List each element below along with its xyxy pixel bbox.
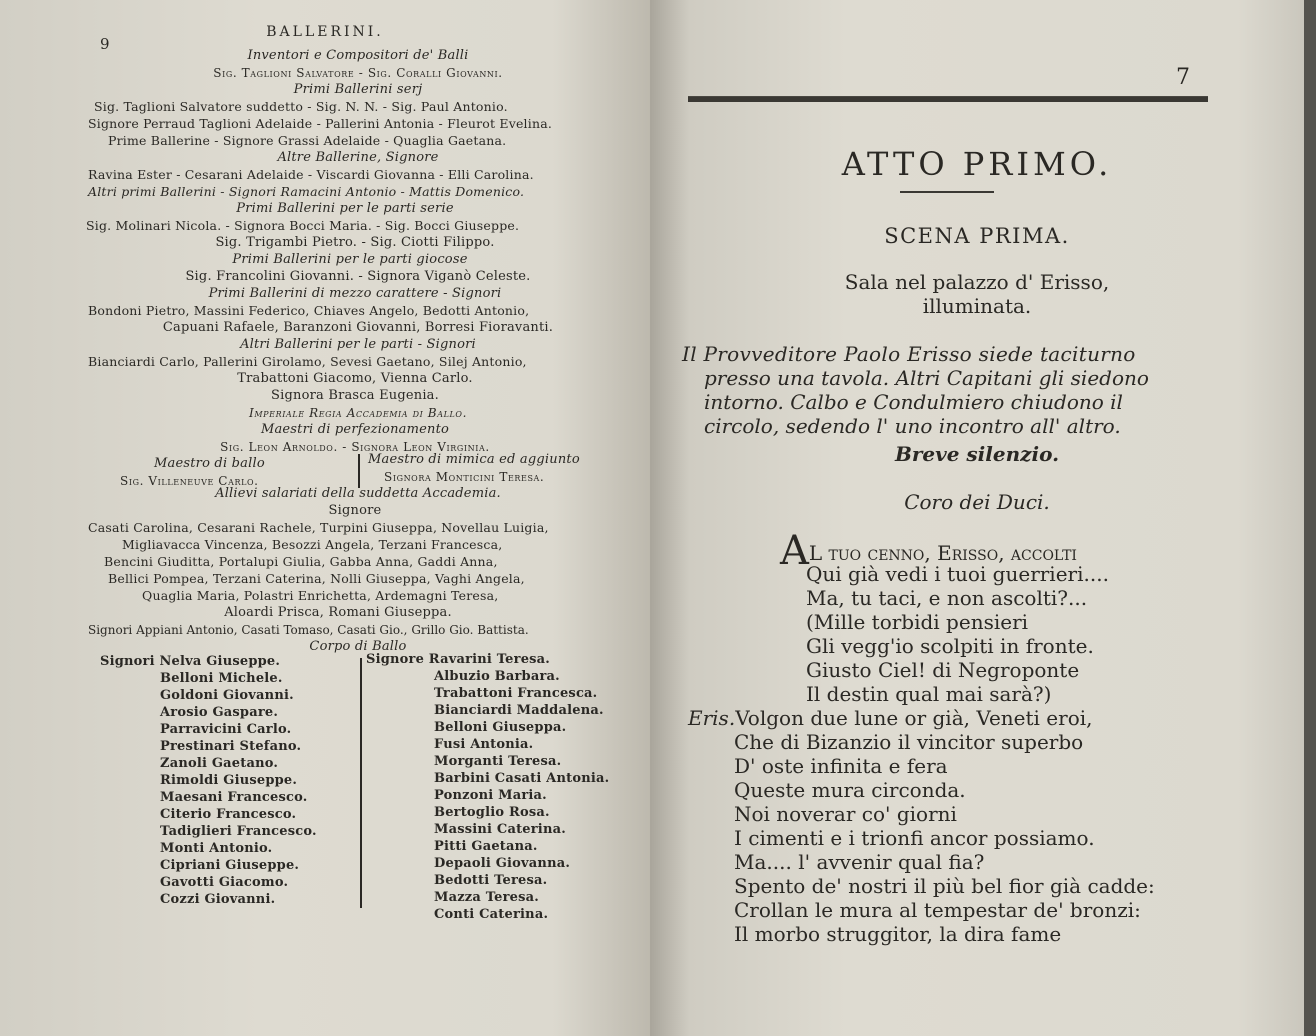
text-line: Signore Perraud Taglioni Adelaide - Pallerini Antonia - Fleurot Evelina.: [88, 116, 553, 131]
text-line: Bellici Pompea, Terzani Caterina, Nolli Giuseppa, Vaghi Angela,: [108, 571, 525, 586]
scene-title: SCENA PRIMA.: [884, 224, 1070, 248]
text-line: Signora Monticini Teresa.: [384, 470, 545, 484]
text-line: Signori Appiani Antonio, Casati Tomaso, Casati Gio., Grillo Gio. Battista.: [88, 623, 529, 637]
text-line: Allievi salariati della suddetta Accademia.: [215, 486, 501, 501]
running-head: BALLERINI.: [266, 24, 384, 40]
verse-line-rest: L tuo cenno, Erisso, accolti: [808, 541, 1077, 565]
text-line: Primi Ballerini serj: [293, 82, 423, 97]
text-line: Bondoni Pietro, Massini Federico, Chiaves Angelo, Bedotti Antonio,: [88, 303, 530, 318]
stage-direction: intorno. Calbo e Condulmiero chiudono il: [704, 390, 1123, 414]
name-entry: Bianciardi Maddalena.: [434, 703, 604, 718]
verse-line: Ma, tu taci, e non ascolti?...: [806, 586, 1088, 610]
name-entry: Bedotti Teresa.: [434, 873, 548, 888]
text-line: Primi Ballerini per le parti giocose: [232, 252, 468, 267]
name-entry: Arosio Gaspare.: [160, 705, 279, 720]
name-entry: Fusi Antonia.: [434, 737, 534, 752]
name-entry: Belloni Michele.: [160, 671, 283, 686]
header-rule: [688, 96, 1208, 102]
text-line: Trabattoni Giacomo, Vienna Carlo.: [237, 371, 473, 386]
name-entry: Cipriani Giuseppe.: [160, 858, 300, 873]
speech-line-first: [688, 706, 1092, 730]
speech-line: Noi noverar co' giorni: [734, 802, 957, 826]
text-line: Altri Ballerini per le parti - Signori: [240, 337, 476, 352]
speech-line: Queste mura circonda.: [734, 778, 966, 802]
text-line: Sig. Leon Arnoldo. - Signora Leon Virginia.: [220, 440, 490, 454]
text-line: Quaglia Maria, Polastri Enrichetta, Ardemagni Teresa,: [142, 588, 499, 603]
speech-line: Crollan le mura al tempestar de' bronzi:: [734, 898, 1141, 922]
text-line: Sig. Villeneuve Carlo.: [120, 474, 259, 488]
page-number-left: 9: [100, 35, 110, 53]
stage-direction: presso una tavola. Altri Capitani gli siedono: [704, 366, 1149, 390]
text-line: Maestri di perfezionamento: [260, 422, 450, 437]
name-entry: Gavotti Giacomo.: [160, 875, 289, 890]
text-line: Primi Ballerini per le parti serie: [236, 201, 454, 216]
left-page: [0, 0, 650, 1036]
verse-line: (Mille torbidi pensieri: [806, 610, 1029, 634]
name-entry: Zanoli Gaetano.: [160, 756, 279, 771]
verse-line: Il destin qual mai sarà?): [806, 682, 1052, 706]
name-entry: Parravicini Carlo.: [160, 722, 292, 737]
column-divider: [360, 658, 362, 908]
book-edge: [1304, 0, 1316, 1036]
verse-line: Qui già vedi i tuoi guerrieri....: [806, 562, 1109, 586]
name-entry: Ponzoni Maria.: [434, 788, 547, 803]
text-line: Aloardi Prisca, Romani Giuseppa.: [224, 605, 452, 620]
speech-line: Spento de' nostri il più bel fior già cadde:: [734, 874, 1155, 898]
chorus-heading: Coro dei Duci.: [904, 490, 1050, 514]
speaker-name: Eris.: [688, 706, 736, 730]
text-line: Maestro di mimica ed aggiunto: [368, 452, 580, 467]
text-line: Sig. Taglioni Salvatore - Sig. Coralli Giovanni.: [213, 66, 503, 80]
speech-line: Ma.... l' avvenir qual fia?: [734, 850, 985, 874]
text-line: Sig. Francolini Giovanni. - Signora Viganò Celeste.: [185, 269, 531, 284]
name-entry: Conti Caterina.: [434, 907, 549, 922]
name-entry: Mazza Teresa.: [434, 890, 539, 905]
name-entry: Trabattoni Francesca.: [434, 686, 598, 701]
name-entry: Prestinari Stefano.: [160, 739, 302, 754]
name-entry: Maesani Francesco.: [160, 790, 308, 805]
name-entry: Massini Caterina.: [434, 822, 566, 837]
stage-direction: Il Provveditore Paolo Erisso siede taciturno: [682, 342, 1136, 366]
text-line: Primi Ballerini di mezzo carattere - Signori: [208, 286, 502, 301]
name-entry: Monti Antonio.: [160, 841, 273, 856]
verse-line: Gli vegg'io scolpiti in fronte.: [806, 634, 1094, 658]
drop-cap: A: [780, 528, 809, 574]
page-number-right: 7: [1176, 65, 1190, 90]
name-entry: Tadiglieri Francesco.: [160, 824, 317, 839]
verse-line: Giusto Ciel! di Negroponte: [806, 658, 1080, 682]
text-line: Capuani Rafaele, Baranzoni Giovanni, Borresi Fioravanti.: [162, 320, 554, 335]
stage-direction: circolo, sedendo l' uno incontro all' altro.: [704, 414, 1121, 438]
text-line: Sig. Taglioni Salvatore suddetto - Sig. N. N. - Sig. Paul Antonio.: [94, 99, 508, 114]
text-line: Maestro di ballo: [154, 456, 265, 471]
text-line: Casati Carolina, Cesarani Rachele, Turpini Giuseppa, Novellau Luigia,: [88, 520, 549, 535]
right-page: [650, 0, 1304, 1036]
stage-direction: Breve silenzio.: [894, 442, 1060, 466]
setting-line: Sala nel palazzo d' Erisso,: [844, 270, 1110, 294]
speech-line: Che di Bizanzio il vincitor superbo: [734, 730, 1084, 754]
name-entry: Albuzio Barbara.: [434, 669, 560, 684]
text-line: Corpo di Ballo: [309, 639, 407, 654]
name-entry: Signore Ravarini Teresa.: [366, 652, 551, 667]
text-line: Signora Brasca Eugenia.: [271, 388, 439, 403]
text-line: Inventori e Compositori de' Balli: [247, 48, 469, 63]
text-line: Bianciardi Carlo, Pallerini Girolamo, Sevesi Gaetano, Silej Antonio,: [88, 354, 527, 369]
name-entry: Cozzi Giovanni.: [160, 892, 276, 907]
setting-line: illuminata.: [922, 294, 1032, 318]
text-line: Sig. Trigambi Pietro. - Sig. Ciotti Filippo.: [215, 235, 495, 250]
text-line: Prime Ballerine - Signore Grassi Adelaide - Quaglia Gaetana.: [108, 133, 507, 148]
speech-line: D' oste infinita e fera: [734, 754, 948, 778]
speech-text: Volgon due lune or già, Veneti eroi,: [735, 706, 1093, 730]
name-entry: Bertoglio Rosa.: [434, 805, 550, 820]
text-line: Signore: [328, 503, 382, 518]
column-divider: [358, 454, 360, 488]
title-rule: [900, 191, 994, 193]
name-entry: Rimoldi Giuseppe.: [160, 773, 298, 788]
speech-line: I cimenti e i trionfi ancor possiamo.: [734, 826, 1095, 850]
text-line: Sig. Molinari Nicola. - Signora Bocci Maria. - Sig. Bocci Giuseppe.: [86, 218, 520, 233]
name-entry: Citerio Francesco.: [160, 807, 297, 822]
name-entry: Goldoni Giovanni.: [160, 688, 294, 703]
text-line: Imperiale Regia Accademia di Ballo.: [249, 406, 467, 420]
name-entry: Signori Nelva Giuseppe.: [100, 654, 281, 669]
name-entry: Pitti Gaetana.: [434, 839, 538, 854]
text-line: Altri primi Ballerini - Signori Ramacini Antonio - Mattis Domenico.: [88, 184, 525, 199]
text-line: Ravina Ester - Cesarani Adelaide - Viscardi Giovanna - Elli Carolina.: [88, 167, 534, 182]
text-line: Migliavacca Vincenza, Besozzi Angela, Terzani Francesca,: [122, 537, 503, 552]
name-entry: Morganti Teresa.: [434, 754, 562, 769]
name-entry: Belloni Giuseppa.: [434, 720, 567, 735]
text-line: Bencini Giuditta, Portalupi Giulia, Gabba Anna, Gaddi Anna,: [104, 554, 498, 569]
speech-line: Il morbo struggitor, la dira fame: [734, 922, 1062, 946]
name-entry: Barbini Casati Antonia.: [434, 771, 610, 786]
act-title: ATTO PRIMO.: [841, 145, 1113, 183]
text-line: Altre Ballerine, Signore: [277, 150, 439, 165]
name-entry: Depaoli Giovanna.: [434, 856, 571, 871]
